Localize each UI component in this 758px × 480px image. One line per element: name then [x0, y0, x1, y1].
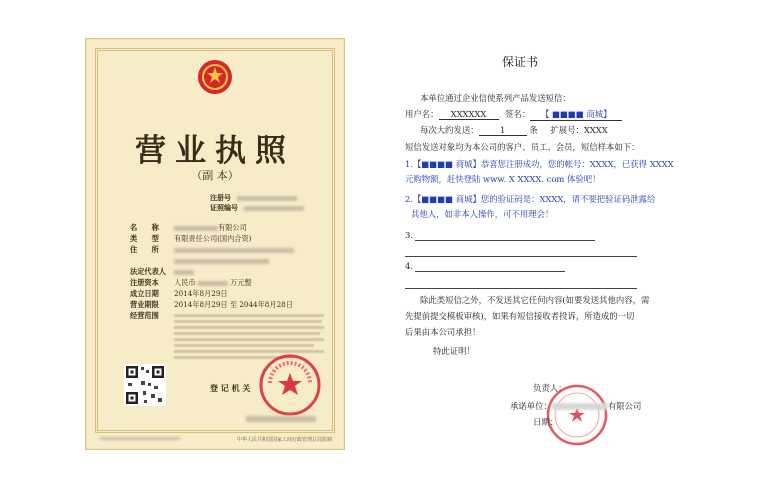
closing-line-3: 后果由本公司承担！	[405, 327, 481, 337]
license-field-legal-rep: 法定代表人	[130, 267, 330, 277]
date-label: 日期：	[533, 417, 559, 427]
username-value: XXXXXX	[439, 109, 499, 120]
cert-number-label: 证照编号	[210, 203, 238, 212]
closing-line-1: 除此类短信之外，不发送其它任何内容(如要发送其他内容，需	[420, 295, 650, 305]
license-field-term: 营业期限 2014年8月29日 至 2044年8月28日	[130, 300, 293, 309]
sample-1-line-1: 1.【■■■■ 商城】恭喜您注册成功，您的帐号：XXXX，已获得 XXXX	[405, 159, 674, 169]
license-field-established: 成立日期 2014年8月29日	[130, 289, 228, 298]
letter-intro: 本单位通过企业信使系列产品发送短信：	[420, 93, 571, 103]
item-4-blank-line-2	[405, 288, 637, 289]
national-emblem-icon	[197, 59, 233, 95]
registration-authority-label: 登 记 机 关	[210, 383, 251, 393]
sample-1-line-2: 元购物额，赶快登陆 www. X XXXX. com 体验吧！	[405, 174, 601, 184]
signature-value: 【 ■■■■ 商城】	[530, 108, 622, 121]
item-4-blank-line	[415, 271, 565, 272]
issue-date-redacted	[246, 416, 316, 422]
qr-code-icon	[124, 364, 166, 406]
reg-number-redacted	[237, 196, 297, 201]
sample-2-line-2: 其他人，如非本人操作，可不用理会！	[411, 209, 554, 219]
daily-value: 1	[479, 125, 527, 136]
license-subtitle: （副 本）	[191, 169, 239, 182]
license-field-scope: 经营范围	[130, 311, 330, 321]
license-field-type: 类 型 有限责任公司(国内合资)	[130, 234, 252, 243]
reg-number-label: 注册号	[210, 193, 231, 202]
hereby-text: 特此证明！	[433, 346, 475, 356]
item-3-label: 3.	[405, 230, 413, 240]
item-3-blank-line	[415, 240, 595, 241]
license-field-address-2	[130, 256, 330, 265]
official-seal-icon	[258, 353, 322, 417]
license-footer-authority: 中华人民共和国国家工商行政管理总局监制	[236, 437, 332, 443]
business-license-document	[85, 38, 345, 450]
letter-title: 保证书	[501, 55, 538, 69]
cert-number-redacted	[244, 206, 304, 211]
ext-value: XXXX	[583, 125, 608, 135]
license-title: 营业执照	[135, 133, 295, 169]
license-field-name: 名 称 有限公司	[130, 223, 247, 232]
username-row: 用户名： XXXXXX 签名： 【 ■■■■ 商城】	[405, 108, 622, 121]
license-field-capital: 注册资本 人民币 万元整	[130, 278, 252, 287]
company-value: 有限公司	[607, 401, 642, 411]
reg-number-row	[210, 193, 297, 203]
license-footer	[100, 436, 332, 442]
license-field-address: 住 所	[130, 245, 330, 255]
targets-text: 短信发送对象均为本公司的客户、员工、会员，短信样本如下：	[405, 142, 640, 152]
cert-number-row	[210, 203, 304, 213]
daily-send-row: 每次大约发送： 1 条 扩展号：XXXX	[420, 125, 608, 135]
sample-2-line-1: 2.【■■■■ 商城】您的验证码是：XXXX，请不要把验证码泄露给	[405, 194, 656, 204]
item-4-label: 4.	[405, 261, 413, 271]
responsible-label: 负责人：	[533, 383, 567, 393]
guarantee-letter-document	[385, 38, 674, 448]
closing-line-2: 先提前提交模板审核)，如果有短信接收者投诉，所造成的一切	[405, 311, 635, 321]
item-3-blank-line-2	[405, 256, 637, 257]
company-row: 承诺单位： 有限公司	[510, 401, 642, 411]
